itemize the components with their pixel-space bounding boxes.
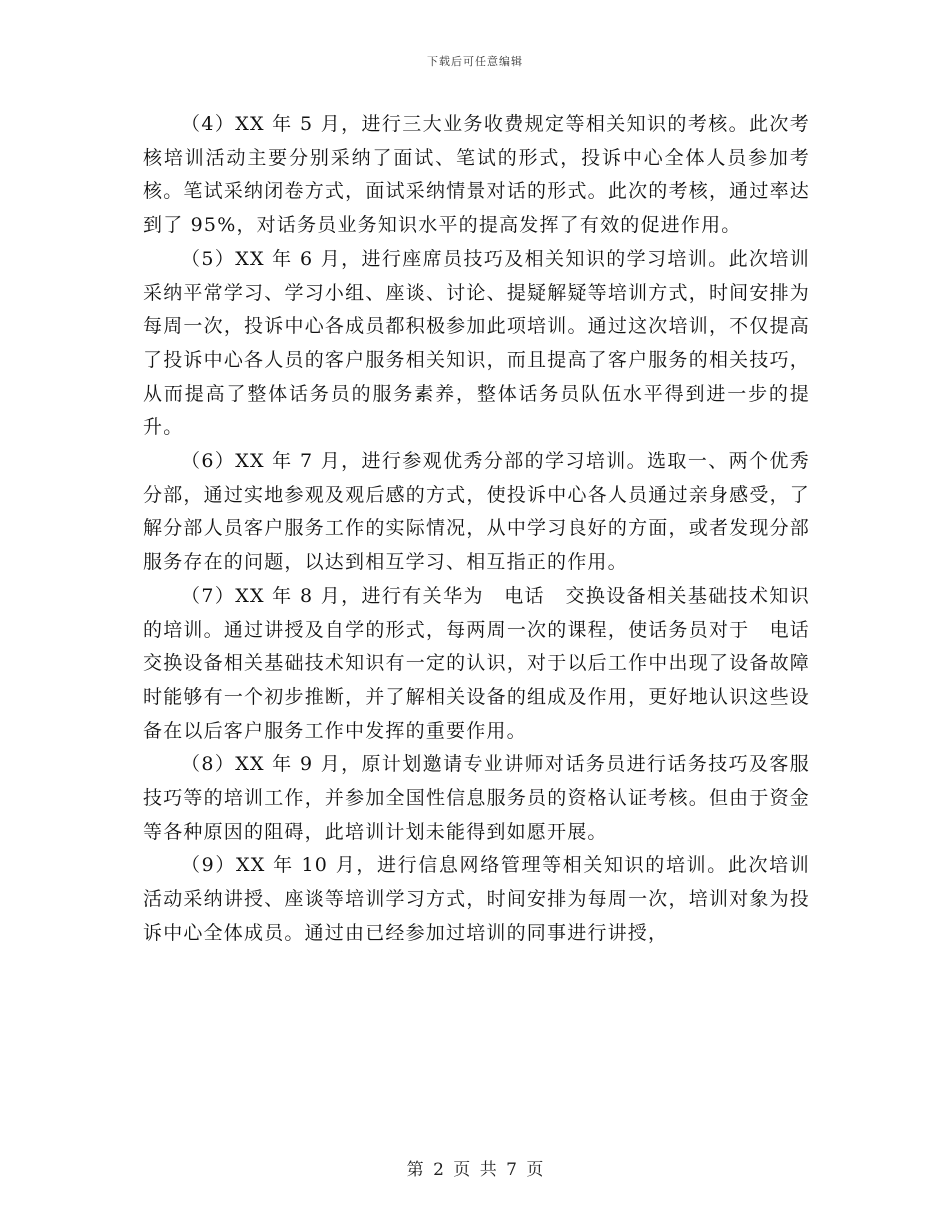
paragraph-item-4: （4）XX 年 5 月，进行三大业务收费规定等相关知识的考核。此次考核培训活动主要分别采纳了面试、笔试的形式，投诉中心全体人员参加考核。笔试采纳闭卷方式，面试采纳情景对话的形式。此次的考核，通过率达到了 95%，对话务员业务知识水平的提高发挥了有效的促进作用。 [143,113,810,237]
page-header-note: 下载后可任意编辑 [427,55,523,68]
document-body [143,108,831,951]
paragraph-item-8: （8）XX 年 9 月，原计划邀请专业讲师对话务员进行话务技巧及客服技巧等的培训工作，并参加全国性信息服务员的资格认证考核。但由于资金等各种原因的阻碍，此培训计划未能得到如愿开展。 [143,753,810,843]
paragraph-item-7: （7）XX 年 8 月，进行有关华为 电话 交换设备相关基础技术知识的培训。通过讲授及自学的形式，每两周一次的课程，使话务员对于 电话 交换设备相关基础技术知识有一定的认识，对于以后工作中出现了设备故障时能够有一个初步推断，并了解相关设备的组成及作用，更好地认识这些设备在以后客户服务工作中发挥的重要作用。 [143,584,831,742]
paragraph-item-9: （9）XX 年 10 月，进行信息网络管理等相关知识的培训。此次培训活动采纳讲授、座谈等培训学习方式，时间安排为每周一次，培训对象为投诉中心全体成员。通过由已经参加过培训的同事进行讲授， [143,854,810,944]
paragraph-item-6: （6）XX 年 7 月，进行参观优秀分部的学习培训。选取一、两个优秀分部，通过实地参观及观后感的方式，使投诉中心各人员通过亲身感受，了解分部人员客户服务工作的实际情况，从中学习良好的方面，或者发现分部服务存在的问题，以达到相互学习、相互指正的作用。 [143,450,810,574]
page-number: 第 2 页 共 7 页 [406,1160,544,1180]
paragraph-item-5: （5）XX 年 6 月，进行座席员技巧及相关知识的学习培训。此次培训采纳平常学习、学习小组、座谈、讨论、提疑解疑等培训方式，时间安排为每周一次，投诉中心各成员都积极参加此项培训。通过这次培训，不仅提高了投诉中心各人员的客户服务相关知识，而且提高了客户服务的相关技巧，从而提高了整体话务员的服务素养，整体话务员队伍水平得到进一步的提升。 [143,247,810,439]
